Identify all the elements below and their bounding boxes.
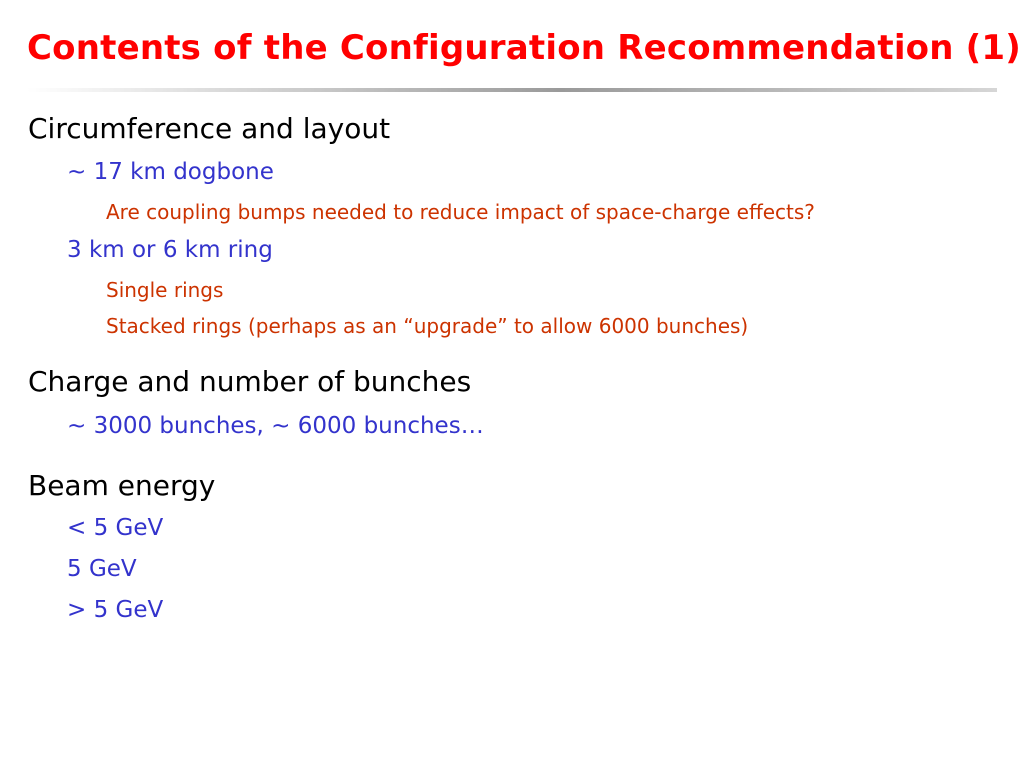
bullet-charge-bunches: Charge and number of bunches (28, 365, 472, 398)
bullet-energy-below: < 5 GeV (67, 515, 164, 541)
bullet-beam-energy: Beam energy (28, 469, 216, 502)
bullet-circumference-layout: Circumference and layout (28, 112, 391, 145)
bullet-single-rings: Single rings (106, 278, 224, 302)
bullet-energy-above: > 5 GeV (67, 597, 164, 623)
bullet-coupling-bumps: Are coupling bumps needed to reduce impact of space-charge effects? (106, 200, 815, 224)
bullet-stacked-rings: Stacked rings (perhaps as an “upgrade” to allow 6000 bunches) (106, 314, 749, 338)
title-divider (27, 88, 997, 92)
slide-title: Contents of the Configuration Recommendation (1) (27, 28, 1022, 68)
bullet-dogbone: ~ 17 km dogbone (67, 159, 274, 185)
bullet-bunch-count: ~ 3000 bunches, ~ 6000 bunches… (67, 413, 484, 439)
bullet-energy-equal: 5 GeV (67, 556, 137, 582)
bullet-ring-size: 3 km or 6 km ring (67, 237, 273, 263)
